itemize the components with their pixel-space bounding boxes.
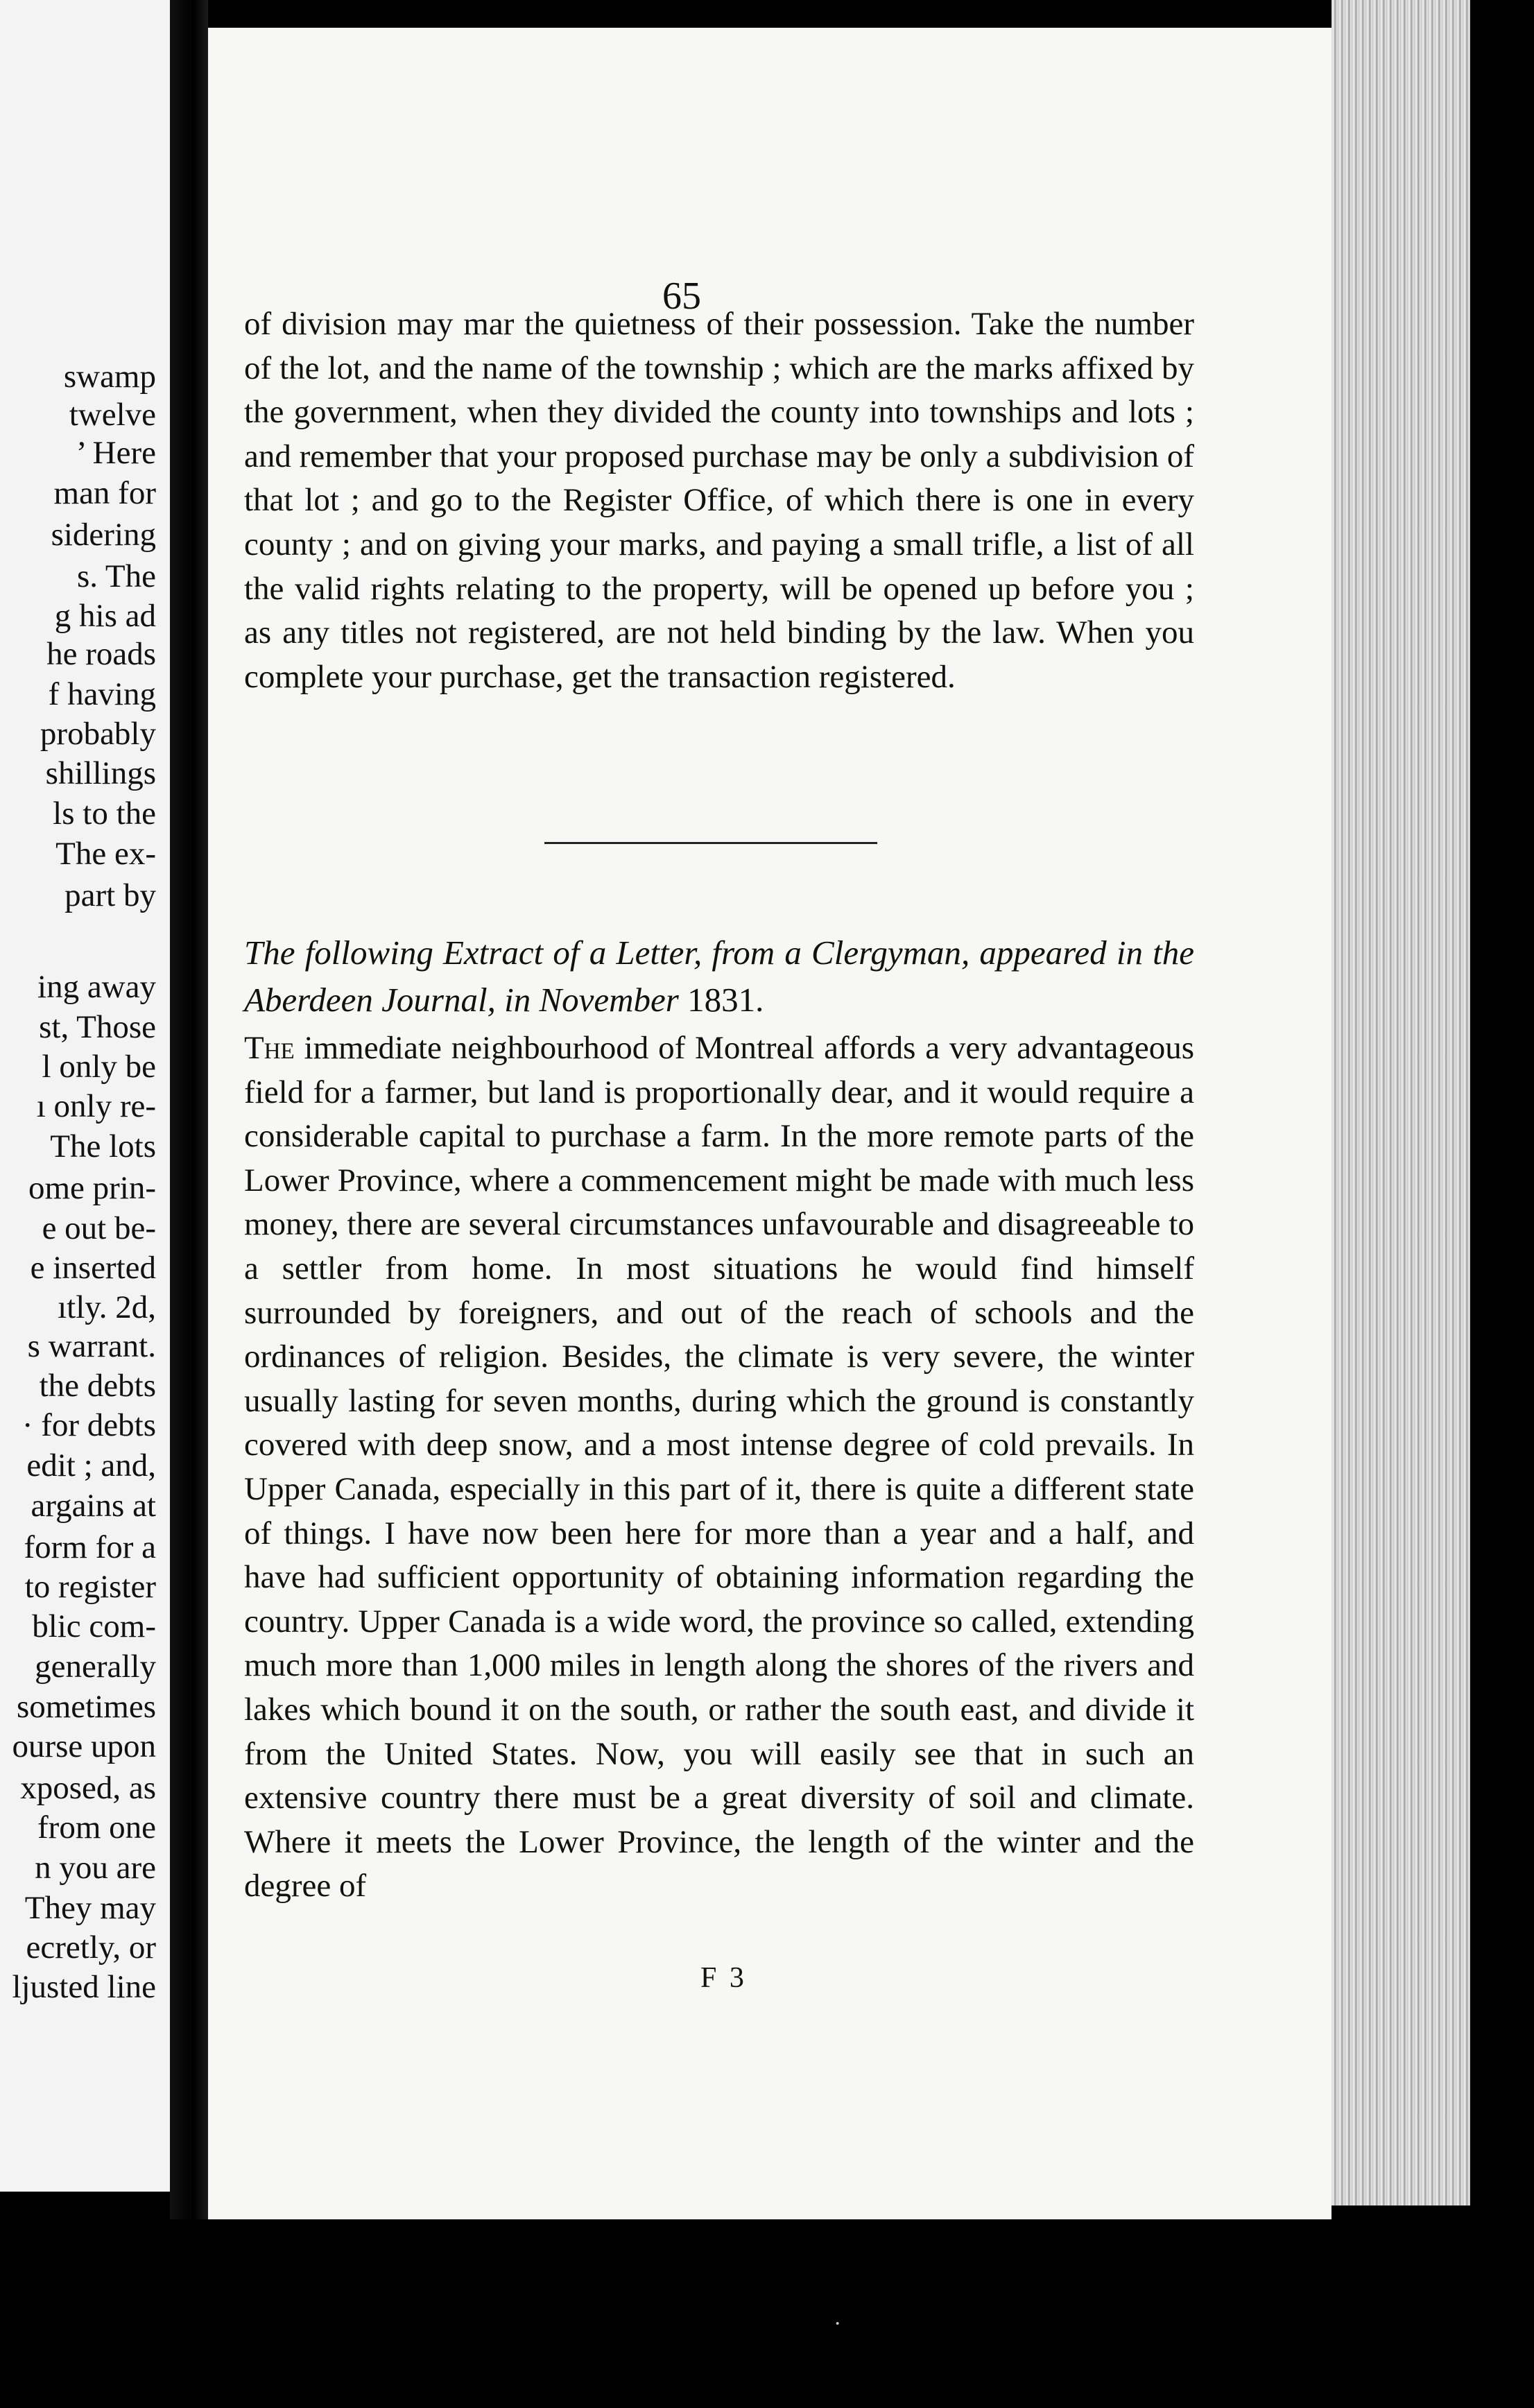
left-page-line: blic com- [32,1608,156,1644]
left-page-line: from one [37,1809,156,1846]
heading-text: The following Extract of a Letter, from a Clergyman, appeared in the Aberdeen Journal, in November [244,934,1194,1019]
left-page-line: f having [48,676,156,712]
left-page-line: · for debts [21,1407,156,1443]
left-page-line: generally [35,1649,156,1685]
letter-text: immediate neighbourhood of Montreal affords a very advantageous field for a farmer, but land is proportionally dear, and it would require a considerable capital to purchase a farm. In the more remote parts of the Lower Province, where a commencement might be made with much less money, there are several circumstances unfavourable and disagreeable to a settler from home. In most situations he would find himself surrounded by foreigners, and out of the reach of schools and the ordinances of religion. Besides, the climate is very severe, the winter usually lasting for seven months, during which the ground is constantly covered with deep snow, and a most intense degree of cold prevails. In Upper Canada, especially in this part of it, there is quite a different state of things. I have now been here for more than a year and a half, and have had sufficient opportunity of obtaining information regarding the country. Upper Canada is a wide word, the province so called, extending much more than 1,000 miles in length along the shores of the rivers and lakes which bound it on the south, or rather the south east, and divide it from the United States. Now, you will easily see that in such an extensive country there must be a great diversity of soil and climate. Where it meets the Lower Province, the length of the winter and the degree of [244,1030,1194,1904]
left-page-line: he roads [46,636,156,672]
page-number: 65 [662,275,701,318]
left-page-line: ecretly, or [26,1929,156,1966]
scan-border-bottom [0,2219,1534,2408]
left-facing-page [0,0,170,2192]
left-page-line: The ex- [55,836,156,872]
left-page-line: They may [24,1890,156,1926]
page-edges [1332,0,1470,2205]
left-page-line: ’ Here [76,435,156,471]
left-page-line: man for [53,475,156,511]
section-heading [244,929,1194,1024]
left-page-line: the debts [39,1368,156,1404]
left-page-line: The lots [50,1128,156,1164]
left-page-line: swamp [63,359,156,395]
left-page-line: part by [64,877,156,913]
left-page-line: edit ; and, [26,1447,156,1484]
left-page-line: ljusted line [12,1969,156,2005]
left-page-line: probably [40,716,156,752]
left-page-line: argains at [31,1488,156,1524]
left-page-line: xposed, as [20,1770,156,1806]
left-page-line: ourse upon [12,1728,156,1764]
signature-mark: F 3 [700,1962,747,1994]
continuation-paragraph [244,302,1194,699]
left-page-line: sometimes [16,1689,156,1725]
scan-border-right [1470,0,1534,2408]
continuation-text: of division may mar the quietness of their possession. Take the number of the lot, and the name of the township ; which are the marks affixed by the government, when they divided the county into townships and lots ; and remember that your proposed purchase may be only a subdivision of that lot ; and go to the Register Office, of which there is one in every county ; and on giving your marks, and paying a small trifle, a list of all the valid rights relating to the property, will be opened up before you ; as any titles not registered, are not held binding by the law. When you complete your purchase, get the transaction registered. [244,306,1194,695]
left-page-line: g his ad [54,598,156,634]
left-page-line: s warrant. [27,1328,156,1364]
left-page-line: e out be- [42,1210,156,1246]
stray-mark: · [834,2311,842,2337]
section-divider [544,842,877,844]
left-page-line: l only be [42,1049,156,1085]
left-page-line: ls to the [53,796,156,832]
book-gutter [170,0,208,2289]
left-page-line: n you are [35,1850,156,1886]
letter-first-word: The [244,1030,295,1066]
left-page-line: sidering [51,517,156,553]
left-page-line: shillings [45,755,156,791]
letter-paragraph [244,1026,1194,1909]
left-page-line: ome prin- [28,1170,156,1206]
left-page-line: ı only re- [36,1088,156,1124]
left-page-line: ing away [37,969,156,1005]
left-page-line: form for a [24,1529,156,1565]
left-page-line: to register [24,1569,156,1605]
left-page-line: e inserted [30,1250,156,1286]
heading-year: 1831. [687,981,764,1019]
left-page-line: twelve [69,397,156,433]
left-page-line: ıtly. 2d, [58,1289,156,1325]
left-page-line: s. The [76,558,156,594]
left-page-line: st, Those [39,1009,156,1045]
right-page [208,28,1332,2219]
